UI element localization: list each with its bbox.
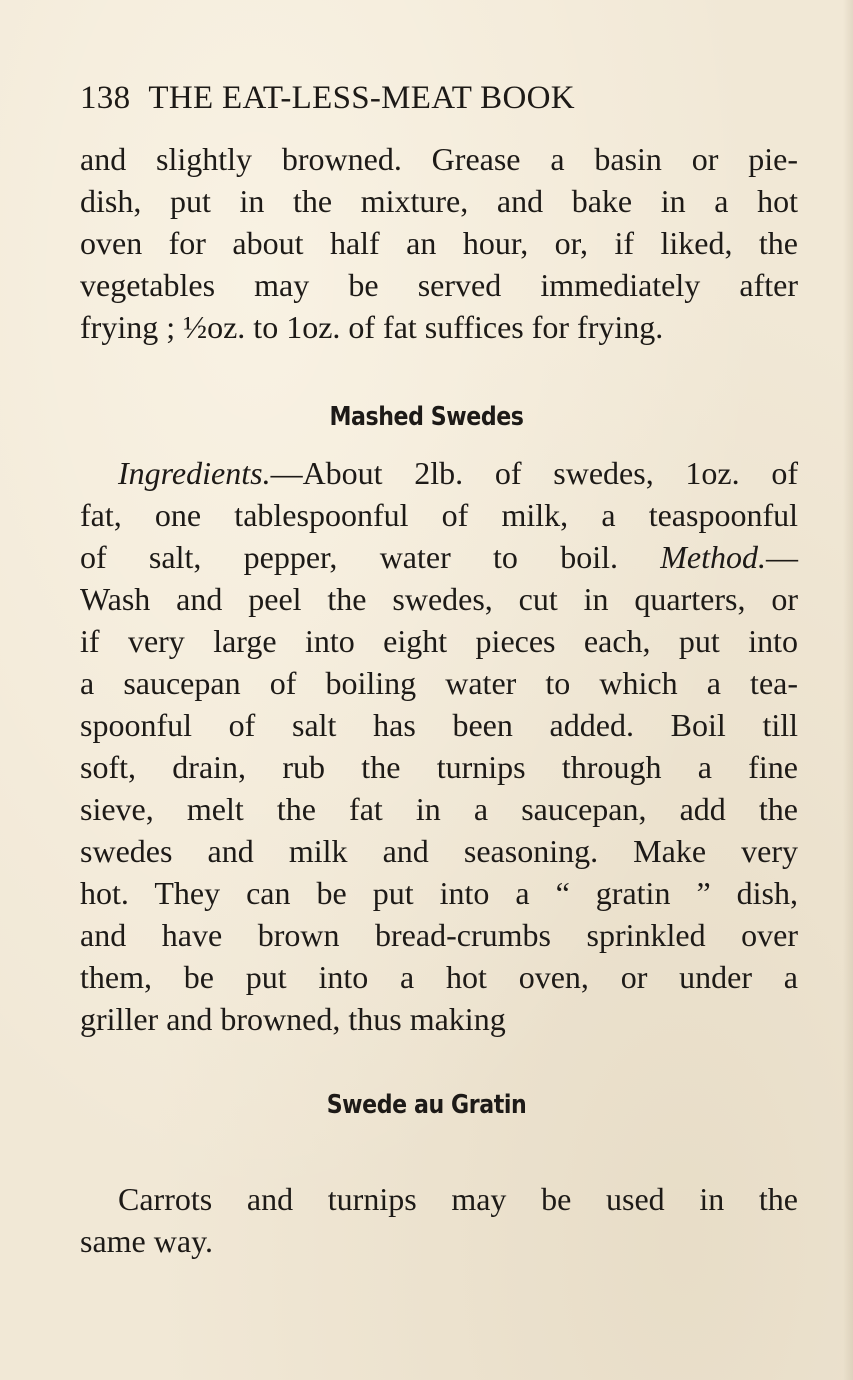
running-head <box>80 80 780 117</box>
text-line <box>80 536 798 578</box>
text-line <box>118 452 798 494</box>
text-line: Carrots and turnips may be used in the <box>118 1181 798 1217</box>
text-line: vegetables may be served immediately after <box>80 267 798 303</box>
recipe-title-mashed-swedes: Mashed Swedes <box>329 402 524 432</box>
text-line: swedes and milk and seasoning. Make very <box>80 833 798 869</box>
text-line: fat, one tablespoonful of milk, a teaspoonful <box>80 497 798 533</box>
text-line: soft, drain, rub the turnips through a fine <box>80 749 798 785</box>
text-line: frying ; ½oz. to 1oz. of fat suffices for frying. <box>80 309 664 345</box>
ingredients-label: Ingredients. <box>118 455 271 491</box>
text-line: a saucepan of boiling water to which a tea- <box>80 665 798 701</box>
text-line: Wash and peel the swedes, cut in quarters, or <box>80 581 798 617</box>
text-line: hot. They can be put into a “ gratin ” dish, <box>80 875 798 911</box>
text-line: dish, put in the mixture, and bake in a hot <box>80 183 798 219</box>
text-fragment: — <box>766 539 798 575</box>
text-line: griller and browned, thus making <box>80 1001 506 1037</box>
book-title: THE EAT-LESS-MEAT BOOK <box>148 80 575 116</box>
text-line: them, be put into a hot oven, or under a <box>80 959 798 995</box>
text-line: and have brown bread-crumbs sprinkled over <box>80 917 798 953</box>
method-label: Method. <box>660 539 766 575</box>
text-line: oven for about half an hour, or, if liked, the <box>80 225 798 261</box>
recipe-title-swede-au-gratin: Swede au Gratin <box>326 1090 527 1120</box>
text-line: and slightly browned. Grease a basin or pie- <box>80 141 798 177</box>
page-edge-shadow <box>843 0 853 1380</box>
text-line: sieve, melt the fat in a saucepan, add the <box>80 791 798 827</box>
text-line: same way. <box>80 1223 213 1259</box>
text-line: spoonful of salt has been added. Boil till <box>80 707 798 743</box>
page-number: 138 <box>80 80 131 116</box>
text-fragment: —About 2lb. of swedes, 1oz. of <box>270 455 798 491</box>
text-line: if very large into eight pieces each, put into <box>80 623 798 659</box>
text-fragment: of salt, pepper, water to boil. <box>80 539 661 575</box>
